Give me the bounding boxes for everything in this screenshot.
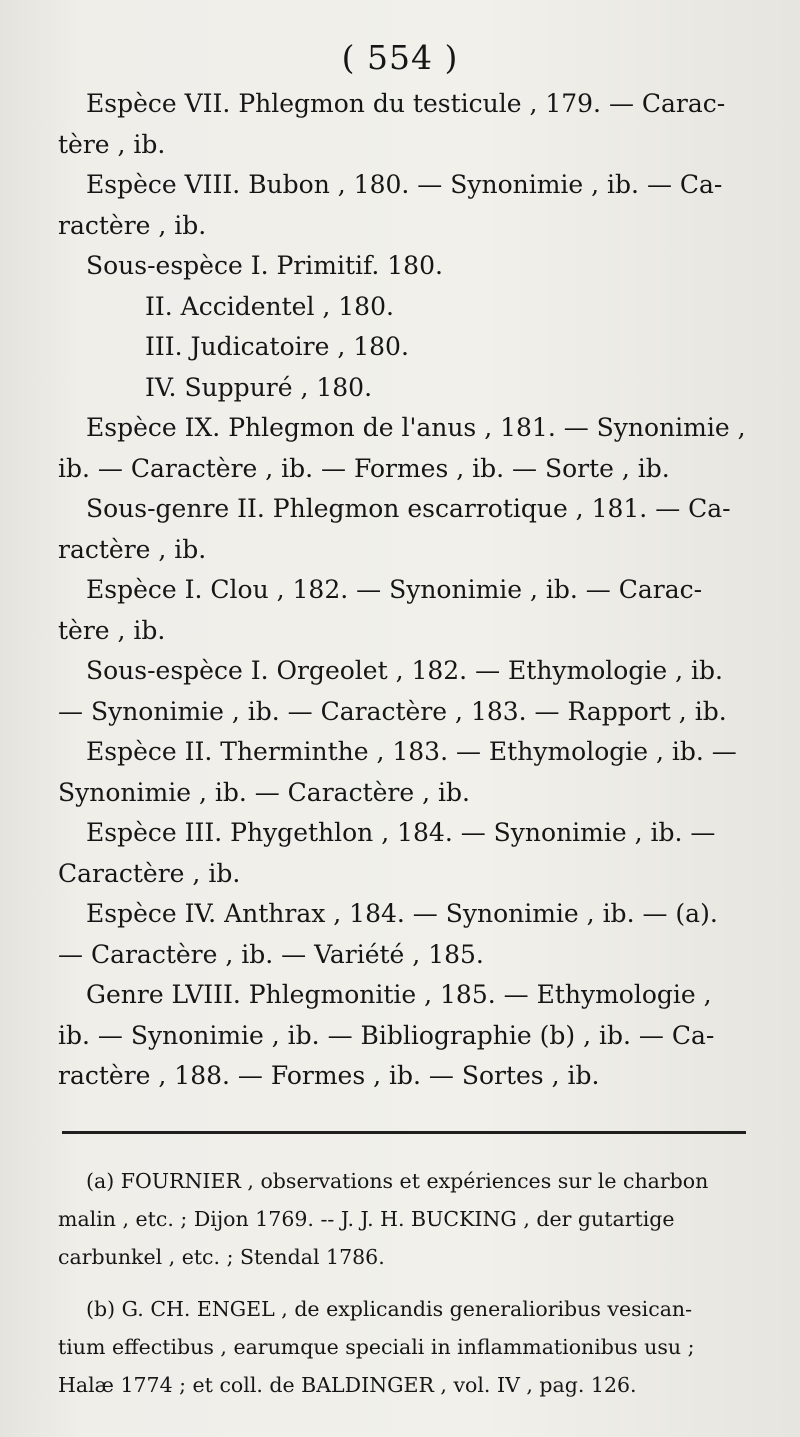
text-line: Synonimie , ib. — Caractère , ib.	[58, 777, 470, 807]
text-line: Genre LVIII. Phlegmonitie , 185. — Ethymologie ,	[86, 980, 712, 1009]
index-text	[0, 84, 800, 1097]
text-line: Espèce III. Phygethlon , 184. — Synonimie , ib. —	[86, 818, 716, 847]
footnote-line	[0, 1276, 800, 1290]
text-line: Sous-espèce I. Orgeolet , 182. — Ethymologie , ib.	[86, 656, 723, 685]
footnote-divider	[62, 1131, 746, 1134]
text-line: Espèce IX. Phlegmon de l'anus , 181. — Synonimie ,	[86, 413, 746, 442]
footnote-line: malin , etc. ; Dijon 1769. -- J. J. H. BUCKING , der gutartige	[58, 1207, 675, 1231]
text-line: ractère , ib.	[58, 210, 207, 240]
footnotes	[0, 1162, 800, 1404]
text-line: ib. — Caractère , ib. — Formes , ib. — Sorte , ib.	[58, 453, 670, 483]
text-line: tère , ib.	[58, 615, 166, 645]
text-line: II. Accidentel , 180.	[145, 291, 394, 321]
text-line: ractère , ib.	[58, 534, 207, 564]
footnote-line: (a) FOURNIER , observations et expériences sur le charbon	[86, 1169, 709, 1193]
text-line: ractère , 188. — Formes , ib. — Sortes , ib.	[58, 1061, 600, 1090]
text-line: Espèce IV. Anthrax , 184. — Synonimie , ib. — (a).	[86, 899, 718, 928]
footnote-line: tium effectibus , earumque speciali in inflammationibus usu ;	[58, 1335, 695, 1359]
page-number: ( 554 )	[341, 38, 459, 77]
text-line: — Caractère , ib. — Variété , 185.	[58, 939, 484, 969]
text-line: Sous-genre II. Phlegmon escarrotique , 181. — Ca-	[86, 494, 731, 523]
footnote-line: Halæ 1774 ; et coll. de BALDINGER , vol. IV , pag. 126.	[58, 1373, 637, 1397]
text-line: Espèce II. Therminthe , 183. — Ethymologie , ib. —	[86, 737, 737, 766]
text-line: Espèce VII. Phlegmon du testicule , 179. — Carac-	[86, 89, 726, 118]
text-line: Espèce I. Clou , 182. — Synonimie , ib. — Carac-	[86, 575, 703, 604]
text-line: tère , ib.	[58, 129, 166, 159]
text-line: ib. — Synonimie , ib. — Bibliographie (b) , ib. — Ca-	[58, 1020, 715, 1050]
text-line: III. Judicatoire , 180.	[145, 332, 409, 361]
text-line: Espèce VIII. Bubon , 180. — Synonimie , ib. — Ca-	[86, 170, 723, 199]
text-line: Caractère , ib.	[58, 858, 241, 888]
text-line: — Synonimie , ib. — Caractère , 183. — Rapport , ib.	[58, 696, 727, 726]
text-line: Sous-espèce I. Primitif. 180.	[86, 251, 443, 280]
footnote-line: (b) G. CH. ENGEL , de explicandis generalioribus vesican-	[86, 1297, 693, 1321]
footnote-line: carbunkel , etc. ; Stendal 1786.	[58, 1245, 385, 1269]
text-line: IV. Suppuré , 180.	[145, 372, 373, 402]
